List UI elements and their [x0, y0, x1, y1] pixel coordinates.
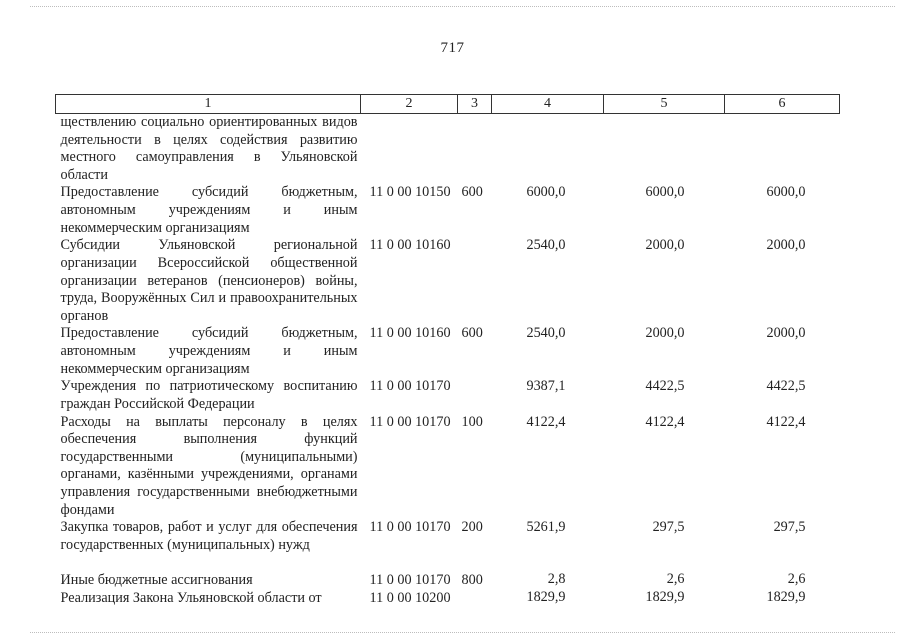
row-value-col4: 6000,0	[526, 184, 566, 201]
row-value-col6: 2000,0	[766, 237, 806, 254]
table-body	[56, 114, 840, 609]
header-col-3: 3	[458, 95, 492, 114]
row-value-col6: 4122,4	[766, 413, 806, 430]
row-csr-code: 11 0 00 10150	[369, 184, 451, 201]
row-name: Закупка товаров, работ и услуг для обеспечения государственных (муниципальных) нужд	[60, 519, 358, 553]
row-vr-code: 200	[461, 519, 483, 536]
row-value-col5: 2000,0	[645, 237, 685, 254]
row-value-col6: 4422,5	[766, 378, 806, 395]
row-vr-code	[458, 378, 492, 413]
header-col-4: 4	[492, 95, 604, 114]
row-name: Предоставление субсидий бюджетным, автономным учреждениям и иным некоммерческим организациям	[60, 325, 358, 377]
table-row	[56, 325, 840, 378]
row-csr-code	[361, 114, 458, 185]
row-value-col5: 4422,5	[645, 378, 685, 395]
header-col-1: 1	[56, 95, 361, 114]
table-row	[56, 114, 840, 185]
row-value-col4: 2,8	[547, 571, 566, 588]
table-row	[56, 519, 840, 572]
row-vr-code	[458, 237, 492, 325]
row-name: Реализация Закона Ульяновской области от	[60, 590, 322, 607]
row-name: ществлению социально ориентированных видов деятельности в целях содействия развитию местного самоуправления в Ульяновской области	[60, 114, 358, 183]
row-value-col4: 2540,0	[526, 237, 566, 254]
row-value-col5: 1829,9	[645, 589, 685, 606]
row-value-col6: 1829,9	[766, 589, 806, 606]
row-vr-code	[458, 114, 492, 185]
row-value-col5: 6000,0	[645, 184, 685, 201]
row-value-col6: 6000,0	[766, 184, 806, 201]
row-vr-code: 800	[461, 572, 483, 589]
row-csr-code: 11 0 00 10170	[369, 519, 451, 536]
row-name: Предоставление субсидий бюджетным, автономным учреждениям и иным некоммерческим организациям	[60, 184, 358, 236]
table-row	[56, 237, 840, 325]
row-value-col6: 2000,0	[766, 325, 806, 342]
row-value-col4: 4122,4	[526, 413, 566, 430]
row-value-col5: 2,6	[666, 571, 685, 588]
row-value-col5: 297,5	[652, 519, 685, 536]
row-vr-code: 600	[461, 184, 483, 201]
row-csr-code: 11 0 00 10160	[369, 237, 451, 254]
row-value-col4: 9387,1	[526, 378, 566, 395]
row-value-col5: 4122,4	[645, 413, 685, 430]
table-row	[56, 184, 840, 237]
row-csr-code: 11 0 00 10170	[369, 378, 451, 395]
row-vr-code: 100	[461, 413, 483, 430]
header-col-6: 6	[725, 95, 840, 114]
table-row	[56, 590, 840, 608]
row-value-col5: 2000,0	[645, 325, 685, 342]
row-value-col6	[725, 114, 840, 185]
row-name: Расходы на выплаты персоналу в целях обеспечения выполнения функций государственными (муниципальными) органами, казёнными учреждениями, органами управления государственными внебюджетными фондами	[60, 413, 358, 518]
row-value-col6: 2,6	[787, 571, 806, 588]
row-value-col5	[604, 114, 725, 185]
table-header	[56, 95, 840, 114]
row-csr-code: 11 0 00 10160	[369, 325, 451, 342]
row-value-col4	[492, 114, 604, 185]
row-value-col6: 297,5	[773, 519, 806, 536]
table-row	[56, 414, 840, 520]
row-name: Учреждения по патриотическому воспитанию граждан Российской Федерации	[60, 378, 358, 412]
scan-edge-bottom	[30, 632, 895, 633]
row-csr-code: 11 0 00 10200	[369, 590, 451, 607]
row-value-col4: 5261,9	[526, 519, 566, 536]
header-row	[56, 95, 840, 114]
budget-table	[55, 94, 840, 608]
row-vr-code: 600	[461, 325, 483, 342]
scan-edge-top	[30, 6, 895, 7]
row-value-col4: 2540,0	[526, 325, 566, 342]
header-col-5: 5	[604, 95, 725, 114]
row-name: Иные бюджетные ассигнования	[60, 572, 253, 589]
header-col-2: 2	[361, 95, 458, 114]
table-row	[56, 378, 840, 413]
row-vr-code	[458, 590, 492, 608]
row-csr-code: 11 0 00 10170	[369, 413, 451, 430]
row-value-col4: 1829,9	[526, 589, 566, 606]
table-row	[56, 572, 840, 590]
row-csr-code: 11 0 00 10170	[369, 572, 451, 589]
row-name: Субсидии Ульяновской региональной организации Всероссийской общественной организации ветеранов (пенсионеров) войны, труда, Вооружённых Сил и правоохранительных органов	[60, 237, 358, 324]
page-number: 717	[440, 40, 465, 56]
